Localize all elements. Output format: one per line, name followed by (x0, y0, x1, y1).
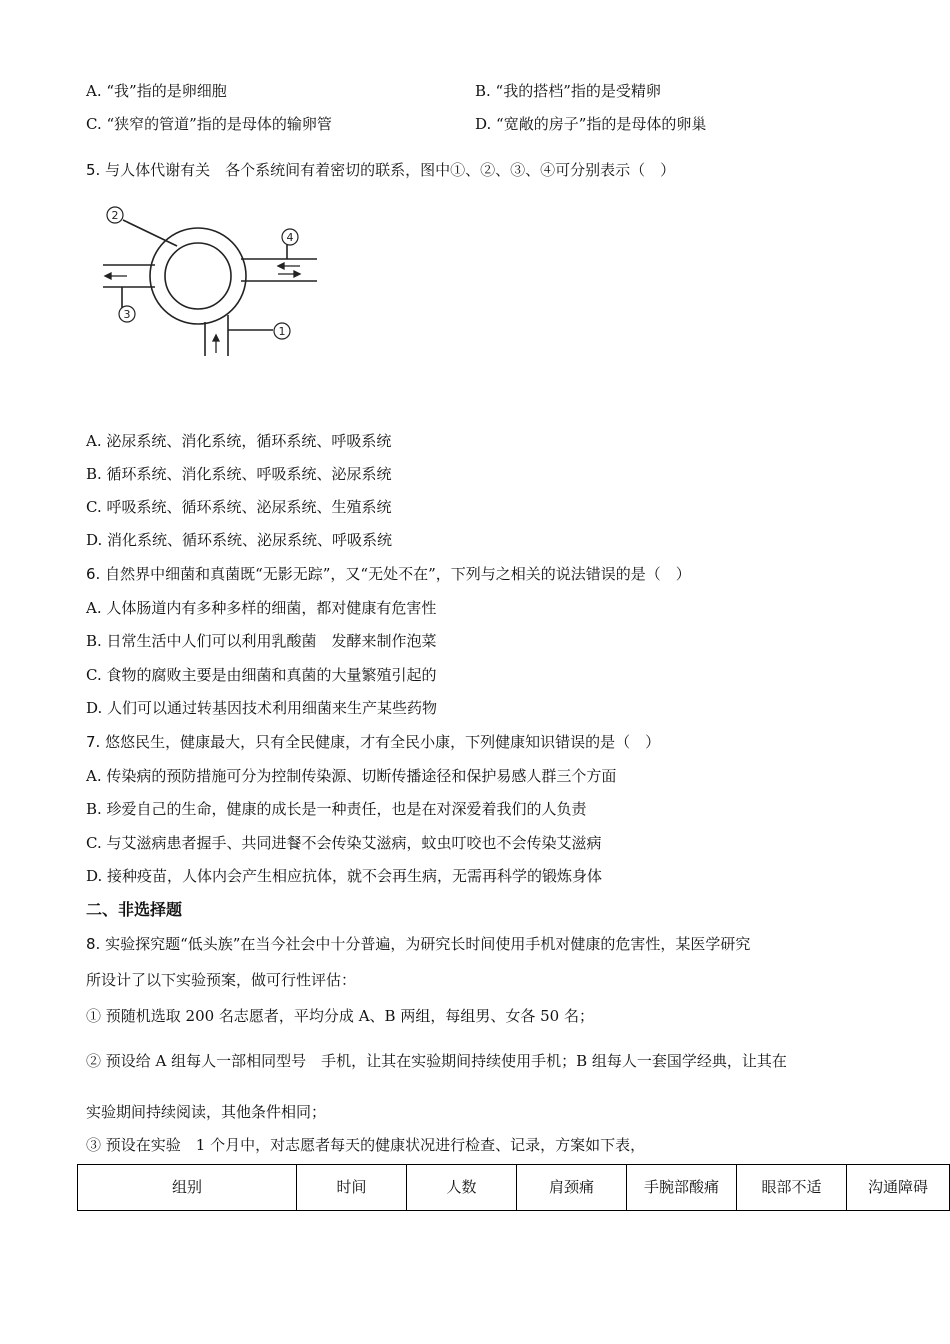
table-header-cell: 肩颈痛 (517, 1165, 627, 1211)
label-1: 1 (278, 325, 286, 338)
q6-option-a: A. 人体肠道内有多种多样的细菌，都对健康有危害性 (86, 599, 437, 617)
q7-option-b: B. 珍爱自己的生命，健康的成长是一种责任，也是在对深爱着我们的人负责 (86, 800, 587, 818)
q7-stem (86, 732, 660, 752)
q5-stem (86, 160, 675, 180)
arrow-right-icon (294, 271, 300, 277)
label-3: 3 (123, 308, 131, 321)
q4-option-d: D. “宽敞的房子”指的是母体的卵巢 (475, 115, 707, 133)
table-header-cell: 沟通障碍 (847, 1165, 950, 1211)
q5-option-d: D. 消化系统、循环系统、泌尿系统、呼吸系统 (86, 531, 393, 549)
q7-text: 悠悠民生，健康最大，只有全民健康，才有全民小康，下列健康知识错误的是（ ） (105, 733, 661, 751)
q6-text: 自然界中细菌和真菌既“无影无踪”，又“无处不在”，下列与之相关的说法错误的是（ ） (105, 565, 691, 583)
experiment-table (77, 1164, 950, 1211)
arrow-left-icon (105, 273, 111, 279)
q8-number: 8. (86, 935, 101, 953)
q8-text-1: 实验探究题“低头族”在当今社会中十分普遍，为研究长时间使用手机对健康的危害性，某医学研究 (105, 935, 751, 953)
q7-option-c: C. 与艾滋病患者握手、共同进餐不会传染艾滋病，蚊虫叮咬也不会传染艾滋病 (86, 834, 602, 852)
q4-option-c: C. “狭窄的管道”指的是母体的输卵管 (86, 115, 332, 133)
arrow-left-icon (278, 263, 284, 269)
q5-option-a: A. 泌尿系统、消化系统，循环系统、呼吸系统 (86, 432, 392, 450)
table-header-cell: 人数 (407, 1165, 517, 1211)
leader-2 (123, 220, 177, 246)
q6-option-b: B. 日常生活中人们可以利用乳酸菌 发酵来制作泡菜 (86, 632, 437, 650)
q6-number: 6. (86, 565, 101, 583)
table-header-cell: 组别 (78, 1165, 297, 1211)
q4-option-a: A. “我”指的是卵细胞 (86, 82, 227, 100)
body-systems-diagram (95, 198, 335, 363)
q6-stem (86, 564, 691, 584)
q7-number: 7. (86, 733, 101, 751)
q8-stem-line2: 所设计了以下实验预案，做可行性评估： (86, 971, 357, 989)
section-heading: 二、非选择题 (86, 900, 183, 919)
label-2: 2 (111, 209, 119, 222)
table-header-cell: 眼部不适 (737, 1165, 847, 1211)
q7-option-d: D. 接种疫苗，人体内会产生相应抗体，就不会再生病，无需再科学的锻炼身体 (86, 867, 603, 885)
table-header-cell: 手腕部酸痛 (627, 1165, 737, 1211)
q5-text: 与人体代谢有关 各个系统间有着密切的联系，图中①、②、③、④可分别表示（ ） (105, 161, 676, 179)
q5-option-b: B. 循环系统、消化系统、呼吸系统、泌尿系统 (86, 465, 392, 483)
table-header-row (78, 1165, 950, 1211)
q8-stem-line1 (86, 934, 750, 954)
q8-step-1: ① 预随机选取 200 名志愿者，平均分成 A、B 两组，每组男、女各 50 名； (86, 1007, 594, 1025)
q8-step-3: ③ 预设在实验 1 个月中，对志愿者每天的健康状况进行检查、记录，方案如下表， (86, 1136, 646, 1154)
arrow-up-icon (213, 335, 219, 341)
q7-option-a: A. 传染病的预防措施可分为控制传染源、切断传播途径和保护易感人群三个方面 (86, 767, 617, 785)
label-4: 4 (286, 231, 294, 244)
table-header-cell: 时间 (297, 1165, 407, 1211)
q4-option-b: B. “我的搭档”指的是受精卵 (475, 82, 661, 100)
q5-number: 5. (86, 161, 101, 179)
q5-option-c: C. 呼吸系统、循环系统、泌尿系统、生殖系统 (86, 498, 392, 516)
q8-step-2b: 实验期间持续阅读，其他条件相同； (86, 1103, 327, 1121)
q6-option-c: C. 食物的腐败主要是由细菌和真菌的大量繁殖引起的 (86, 666, 437, 684)
q8-step-2a: ② 预设给 A 组每人一部相同型号 手机，让其在实验期间持续使用手机；B 组每人一套国学经典，让其在 (86, 1052, 787, 1070)
inner-ring (165, 243, 231, 309)
q6-option-d: D. 人们可以通过转基因技术利用细菌来生产某些药物 (86, 699, 438, 717)
